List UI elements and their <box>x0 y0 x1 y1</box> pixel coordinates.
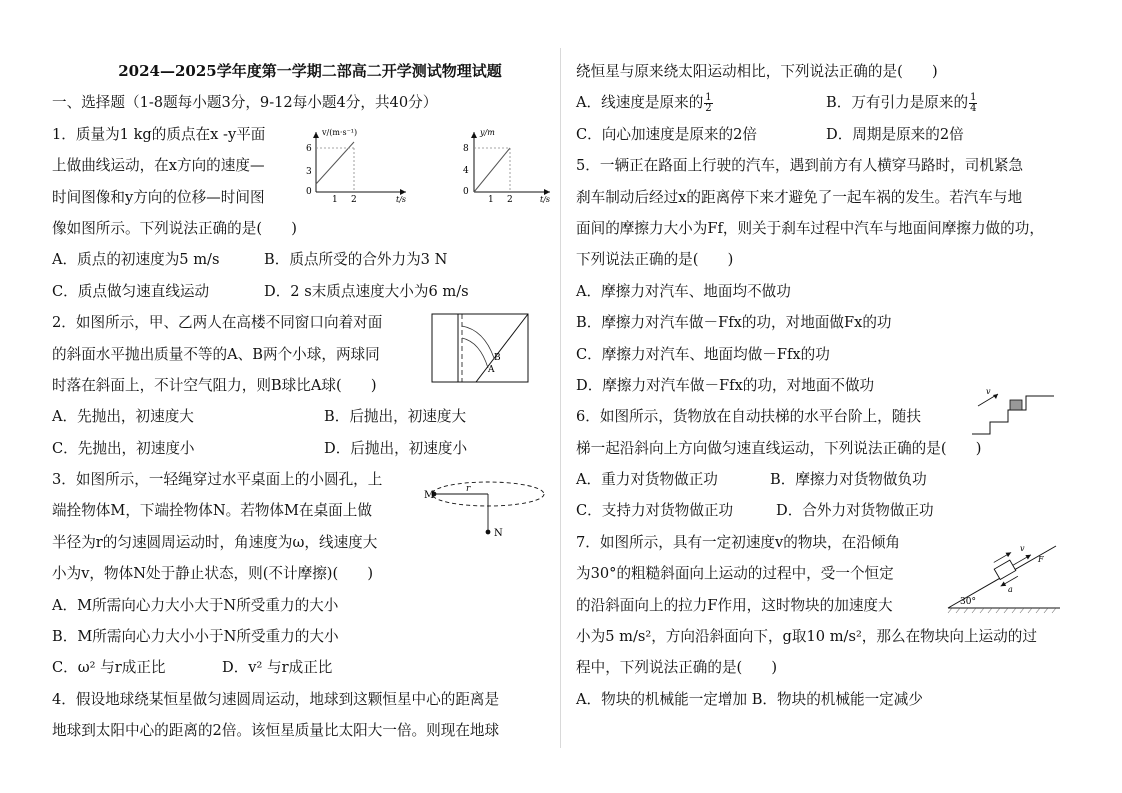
q1-option-c: C．质点做匀速直线运动 <box>52 282 210 300</box>
q3-stem-line: 端拴物体M，下端拴物体N。若物体M在桌面上做 <box>52 502 372 520</box>
q4-option-b <box>826 87 977 118</box>
q1-option-b: B．质点所受的合外力为3 N <box>264 251 448 269</box>
q7-figure <box>944 542 1062 614</box>
q6-option-c: C．支持力对货物做正功 <box>576 502 734 520</box>
q7-label-f: F <box>1038 555 1044 564</box>
q2-options-cd <box>52 433 548 464</box>
q7-label-angle: 30° <box>960 597 976 607</box>
q3-label-n: N <box>494 528 503 539</box>
q7-block <box>994 560 1016 579</box>
q6-option-b: B．摩擦力对货物做负功 <box>770 471 927 489</box>
q5-option-b: B．摩擦力对汽车做－Ffx的功，对地面做Fx的功 <box>576 314 892 332</box>
q3-stem-line: 3．如图所示，一轻绳穿过水平桌面上的小圆孔，上 <box>52 471 383 489</box>
q6-figure <box>968 386 1058 438</box>
q1-yt-ytick: 8 <box>463 144 469 154</box>
q1-yt-ytick: 0 <box>463 187 469 197</box>
q3-option-b: B．M所需向心力大小小于N所受重力的大小 <box>52 628 339 646</box>
q1-option-d: D．2 s末质点速度大小为6 m/s <box>264 282 469 300</box>
q2-option-d: D．后抛出，初速度小 <box>324 439 468 457</box>
q5-stem-line: 面间的摩擦力大小为Ff，则关于刹车过程中汽车与地面间摩擦力做的功， <box>576 219 1044 237</box>
q2-options-ab <box>52 401 548 432</box>
q4-stem-line: 地球到太阳中心的距离的2倍。该恒星质量比太阳大一倍。则现在地球 <box>52 722 500 740</box>
q1-vt-ylabel: v/(m·s⁻¹) <box>322 128 358 137</box>
fraction-denominator: 4 <box>970 102 977 114</box>
q7-label-a: a <box>1008 585 1013 594</box>
q2-option-c: C．先抛出，初速度小 <box>52 439 195 457</box>
q1-yt-ytick: 4 <box>463 166 469 176</box>
q1-stem-line: 上做曲线运动，在x方向的速度— <box>52 157 265 175</box>
q5-stem-line: 刹车制动后经过x的距离停下来才避免了一起车祸的发生。若汽车与地 <box>576 188 1023 206</box>
q1-yt-ylabel: y/m <box>480 128 495 137</box>
q1-yt-xtick: 1 <box>488 195 494 205</box>
q3-options-cd <box>52 652 548 683</box>
q1-vt-ytick: 0 <box>306 187 312 197</box>
q1-yt-xtick: 2 <box>507 195 513 205</box>
q1-vt-xtick: 2 <box>351 195 357 205</box>
q1-options-ab <box>52 244 548 275</box>
q1-vt-xlabel: t/s <box>396 195 407 204</box>
q2-option-b: B．后抛出，初速度大 <box>324 408 467 426</box>
q1-stem-line: 1．质量为1 kg的质点在x -y平面 <box>52 125 266 143</box>
q6-stem-line: 6．如图所示，货物放在自动扶梯的水平台阶上，随扶 <box>576 408 921 426</box>
q5-stem-line: 下列说法正确的是( ) <box>576 251 734 269</box>
q7-stem-line: 为30°的粗糙斜面向上运动的过程中，受一个恒定 <box>576 565 894 583</box>
q4-option-b-fraction <box>969 93 977 114</box>
q1-yt-xlabel: t/s <box>540 195 551 204</box>
q2-incline <box>476 314 528 382</box>
q4-option-d: D．周期是原来的2倍 <box>826 125 964 143</box>
q4-option-c: C．向心加速度是原来的2倍 <box>576 125 757 143</box>
q5-stem-line: 5．一辆正在路面上行驶的汽车，遇到前方有人横穿马路时，司机紧急 <box>576 157 1024 175</box>
q3-option-c: C．ω² 与r成正比 <box>52 659 166 677</box>
q6-options-ab <box>576 464 1076 495</box>
q6-options-cd <box>576 495 1076 526</box>
q4-option-a-text: A．线速度是原来的 <box>576 94 704 112</box>
q2-figure <box>430 312 530 384</box>
q6-cargo <box>1010 400 1022 410</box>
q2-label-b: B <box>494 353 501 363</box>
q6-label-v: v <box>986 387 991 396</box>
q1-vt-ytick: 3 <box>306 167 312 177</box>
fraction-numerator: 1 <box>970 91 977 103</box>
q2-stem-line: 的斜面水平抛出质量不等的A、B两个小球，两球同 <box>52 345 380 363</box>
q2-label-a: A <box>488 365 495 375</box>
q2-stem-line: 2．如图所示，甲、乙两人在高楼不同窗口向着对面 <box>52 314 383 332</box>
q1-vt-xtick: 1 <box>332 195 338 205</box>
q6-stem-line: 梯一起沿斜向上方向做匀速直线运动，下列说法正确的是( ) <box>576 439 982 457</box>
fraction-denominator: 2 <box>705 102 712 114</box>
q1-yt-line <box>474 148 510 192</box>
q3-option-a: A．M所需向心力大小大于N所受重力的大小 <box>52 596 339 614</box>
q2-stem-line: 时落在斜面上，不计空气阻力，则B球比A球( ) <box>52 376 377 394</box>
q7-stem-line: 7．如图所示，具有一定初速度v的物块，在沿倾角 <box>576 533 901 551</box>
q5-option-c: C．摩擦力对汽车、地面均做－Ffx的功 <box>576 345 830 363</box>
q4-option-a <box>576 87 826 118</box>
q4-stem-line: 绕恒星与原来绕太阳运动相比，下列说法正确的是( ) <box>576 63 938 80</box>
q5-option-a: A．摩擦力对汽车、地面均不做功 <box>576 282 791 300</box>
q1-yt-graph <box>452 126 562 206</box>
q4-stem-line: 4．假设地球绕某恒星做匀速圆周运动，地球到这颗恒星中心的距离是 <box>52 690 500 708</box>
q4-options-ab <box>576 87 1076 118</box>
q7-stem-line: 的沿斜面向上的拉力F作用，这时物块的加速度大 <box>576 596 893 614</box>
q3-mass-n <box>486 530 491 535</box>
q2-option-a: A．先抛出，初速度大 <box>52 408 194 426</box>
q1-stem-line: 时间图像和y方向的位移—时间图 <box>52 188 265 206</box>
q1-vt-ytick: 6 <box>306 144 312 154</box>
q1-options-cd <box>52 276 548 307</box>
q7-label-v: v <box>1020 544 1025 553</box>
q3-figure <box>422 474 552 544</box>
q4-option-a-fraction <box>704 93 712 114</box>
q3-stem-line: 小为v，物体N处于静止状态，则(不计摩擦)( ) <box>52 565 374 583</box>
q3-stem-line: 半径为r的匀速圆周运动时，角速度为ω，线速度大 <box>52 533 378 551</box>
q3-option-d: D．v² 与r成正比 <box>222 659 333 677</box>
exam-title: 2024—2025学年度第一学期二部高二开学测试物理试题 <box>118 62 502 80</box>
q1-stem-line: 像如图所示。下列说法正确的是( ) <box>52 219 297 237</box>
q4-option-b-text: B．万有引力是原来的 <box>826 94 969 112</box>
q7-stem-line: 程中，下列说法正确的是( ) <box>576 659 778 677</box>
fraction-numerator: 1 <box>705 91 712 103</box>
q7-stem-line: 小为5 m/s²，方向沿斜面向下，g取10 m/s²，那么在物块向上运动的过 <box>576 628 1037 646</box>
q7-options-ab: A．物块的机械能一定增加 B．物块的机械能一定减少 <box>576 690 923 708</box>
q3-label-r: r <box>466 484 471 494</box>
q6-option-a: A．重力对货物做正功 <box>576 471 718 489</box>
q6-option-d: D．合外力对货物做正功 <box>776 502 934 520</box>
q1-vt-graph <box>296 126 426 206</box>
q4-options-cd <box>576 119 1076 150</box>
q5-option-d: D．摩擦力对汽车做－Ffx的功，对地面不做功 <box>576 376 875 394</box>
q1-option-a: A．质点的初速度为5 m/s <box>52 251 220 269</box>
section-heading: 一、选择题（1-8题每小题3分，9-12每小题4分，共40分） <box>52 94 438 112</box>
q3-label-m: M <box>424 490 435 501</box>
